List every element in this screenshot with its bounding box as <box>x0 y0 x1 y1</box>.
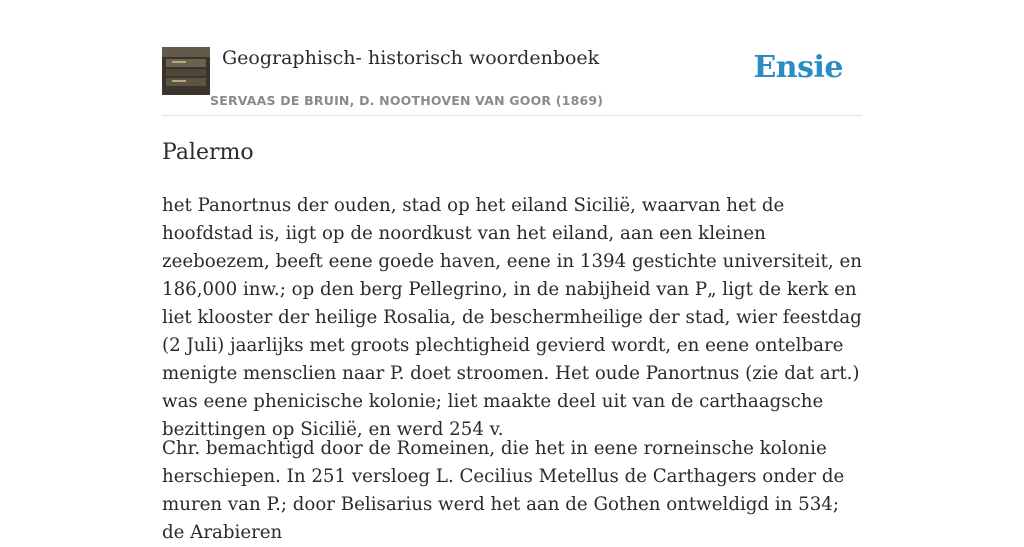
book-cover-icon[interactable] <box>162 47 210 95</box>
authors-line: SERVAAS DE BRUIN, D. NOOTHOVEN VAN GOOR (1869) <box>210 93 604 108</box>
entry-paragraph: Chr. bemachtigd door de Romeinen, die het in eene rorneinsche kolonie herschiepen. In 251 versloeg L. Cecilius Metellus de Carthagers onder de muren van P.; door Belisarius werd het aan de Gothen ontweldigd in 534; de Arabieren <box>162 438 845 543</box>
book-cover-image <box>162 47 210 95</box>
header <box>162 0 862 116</box>
entry-title: Palermo <box>162 140 254 165</box>
content-container <box>162 0 862 543</box>
entry-paragraph: het Panortnus der ouden, stad op het eiland Sicilië, waarvan het de hoofdstad is, iigt op de noordkust van het eiland, aan een kleinen zeeboezem, beeft eene goede haven, eene in 1394 gestichte universiteit, en 186,000 inw.; op den berg Pellegrino, in de nabijheid van P„ ligt de kerk en liet klooster der heilige Rosalia, de beschermheilige der stad, wier feestdag (2 Juli) jaarlijks met groots plechtigheid gevierd wordt, en eene ontelbare menigte mensclien naar P. doet stroomen. Het oude Panortnus (zie dat art.) was eene phenicische kolonie; liet maakte deel uit van de carthaagsche bezittingen op Sicilië, en werd 254 v. <box>162 195 862 440</box>
ensie-logo[interactable]: Ensie <box>753 50 843 85</box>
book-title[interactable]: Geographisch- historisch woordenboek <box>222 47 600 69</box>
